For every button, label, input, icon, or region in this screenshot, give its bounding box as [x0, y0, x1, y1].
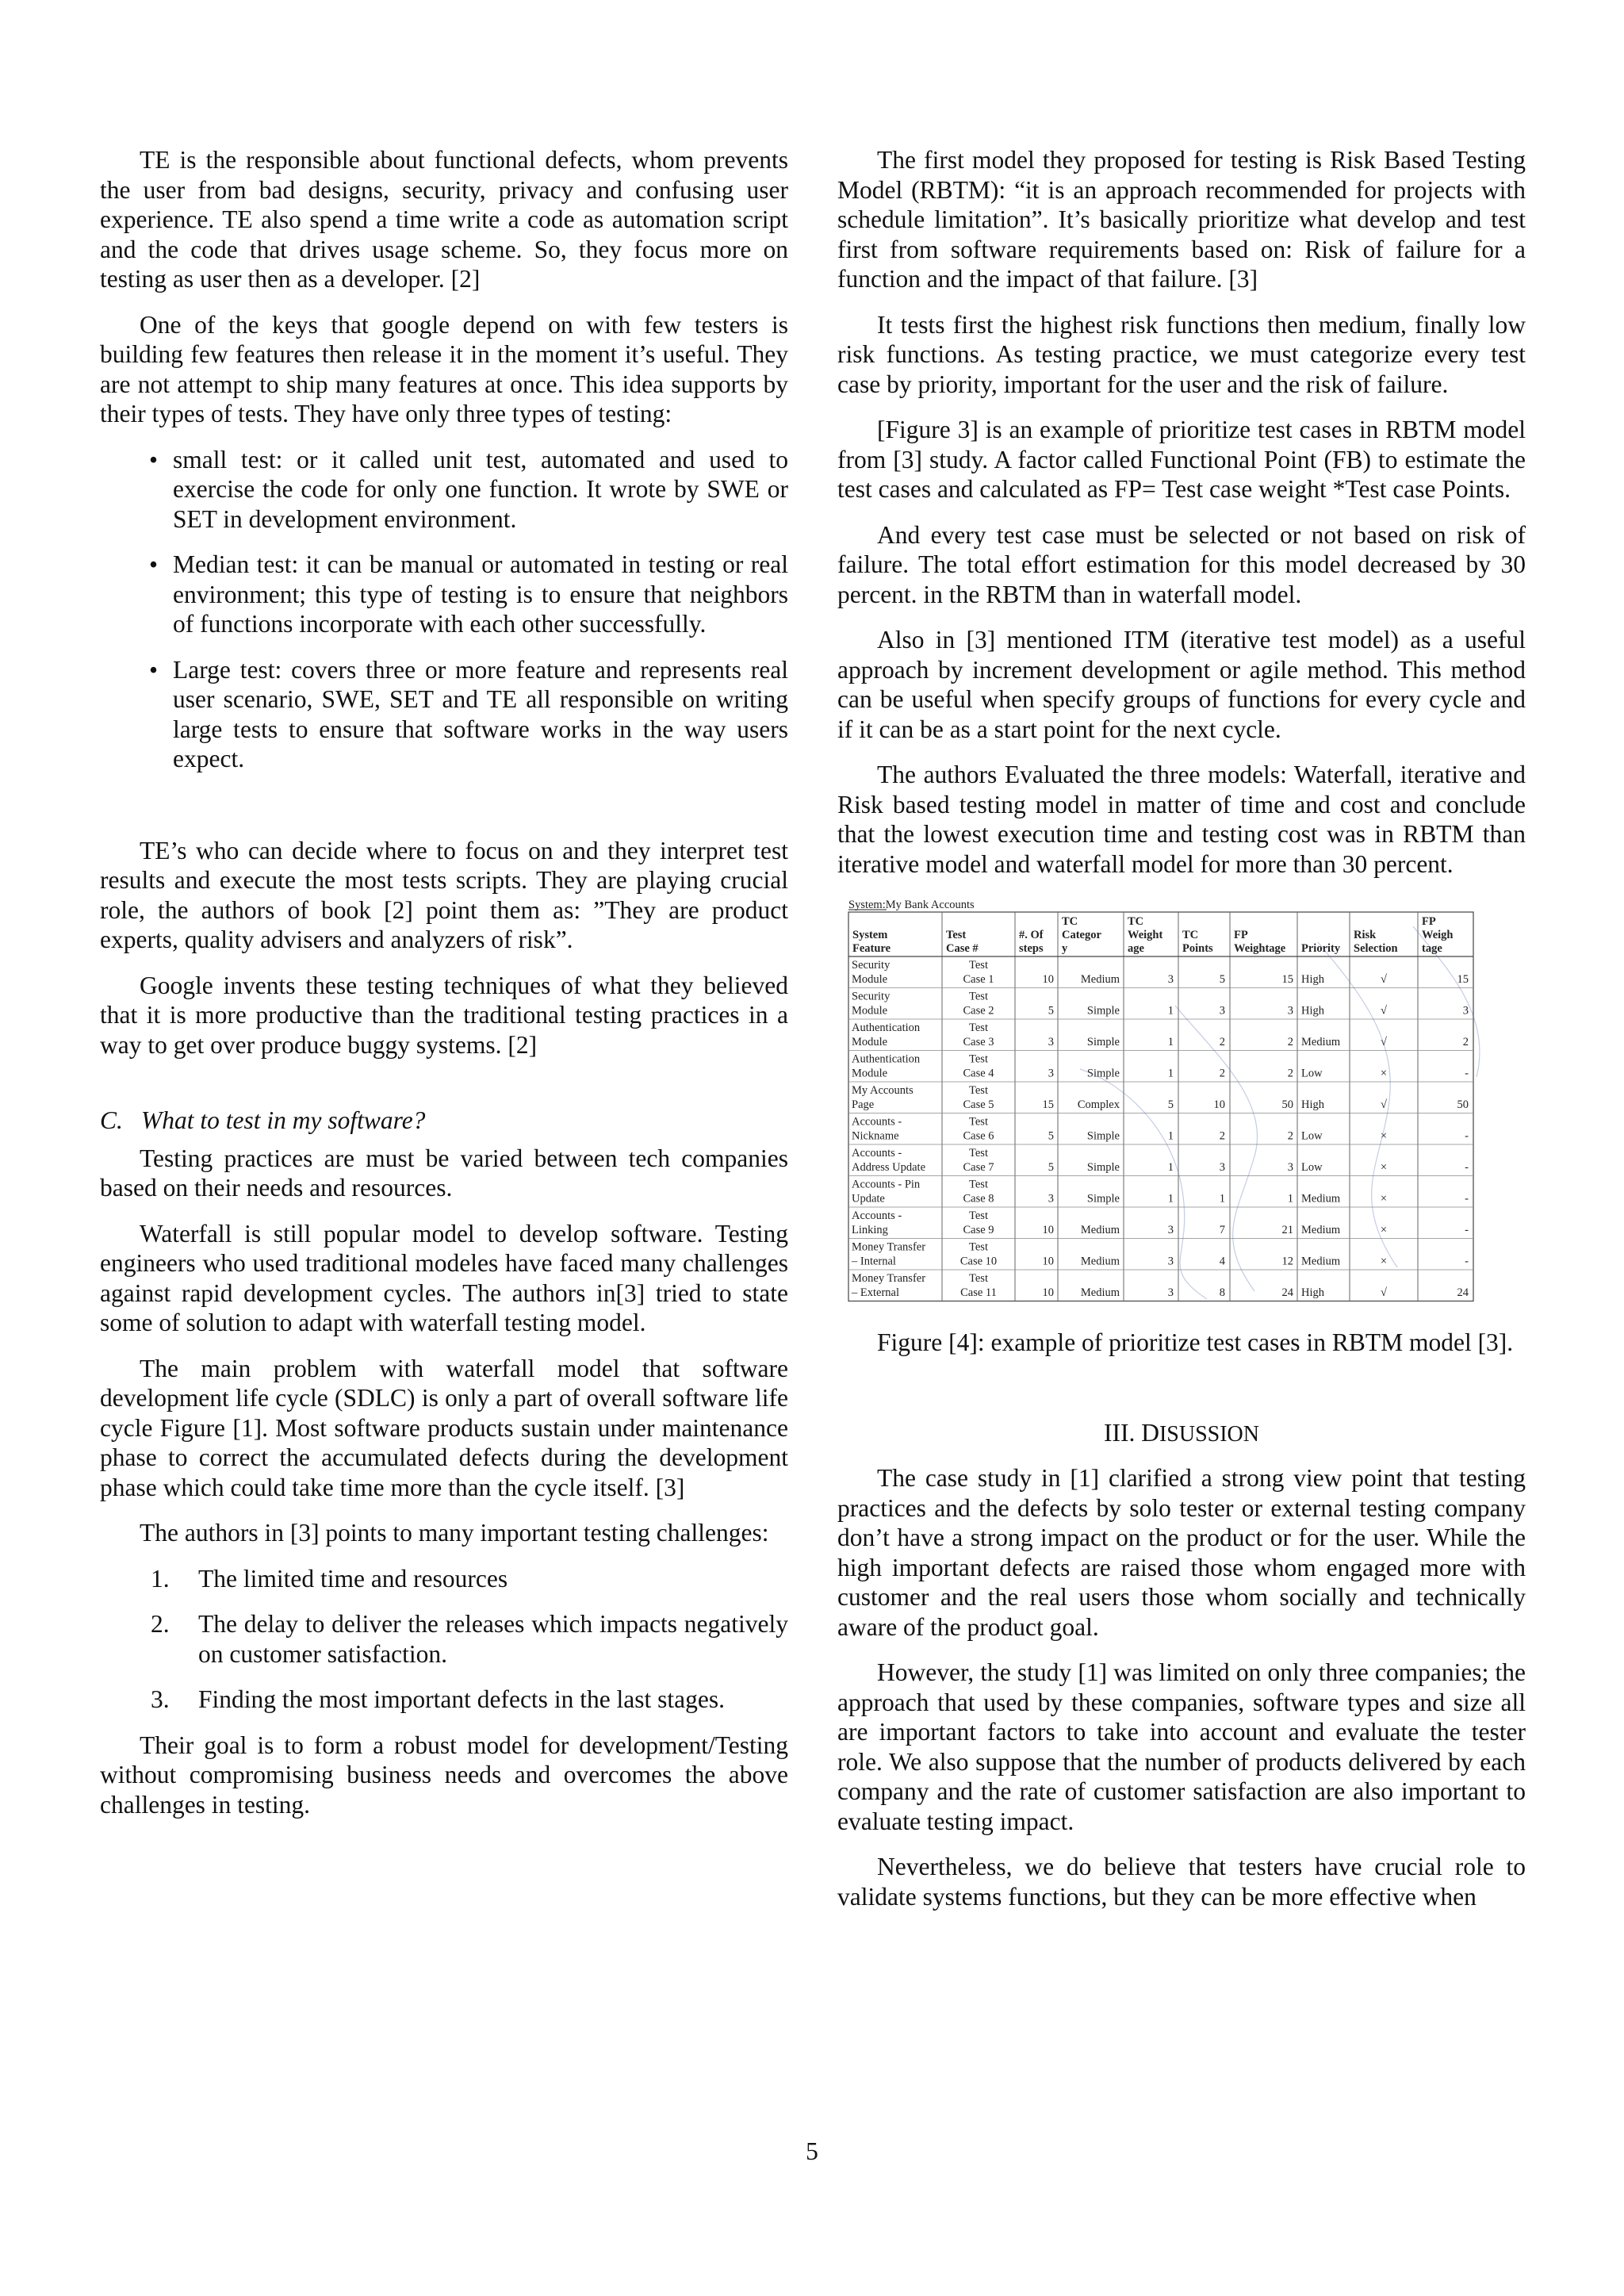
cell-test-case: Case 7 — [963, 1161, 994, 1174]
cell-points: 3 — [1219, 1004, 1225, 1018]
cell-fp-weightage-final: 24 — [1457, 1286, 1469, 1299]
cell-points: 5 — [1219, 973, 1225, 986]
cell-feature: Linking — [852, 1224, 888, 1236]
cell-fp-weightage-final: 50 — [1457, 1098, 1469, 1111]
cell-weightage: 1 — [1167, 1036, 1174, 1048]
table-header-text: tage — [1422, 942, 1442, 955]
cell-risk-selection: × — [1380, 1224, 1388, 1236]
cell-fp-weightage: 2 — [1287, 1129, 1293, 1143]
list-number: 1. — [151, 1564, 170, 1593]
paragraph: The first model they proposed for testing is Risk Based Testing Model (RBTM): “it is an approach recommended for projects with schedule limitation”. It’s basically prioritize what develop and test first from software requirements based on: Risk of failure for a function and the impact of that failure. [3] — [837, 146, 1526, 293]
table-header-text: Priority — [1301, 942, 1341, 955]
cell-category: Medium — [1080, 973, 1120, 986]
cell-weightage: 3 — [1167, 1224, 1174, 1236]
list-item: • Large test: covers three or more feature and represents real user scenario, SWE, SET and TE all responsible on writing large tests to ensure that software works in the way users expect. — [173, 655, 788, 774]
left-column — [100, 145, 788, 1835]
table-header-text: Test — [946, 929, 967, 941]
cell-test-case: Test — [969, 1178, 988, 1191]
table-header-text: Case # — [946, 942, 979, 955]
cell-test-case: Test — [969, 1084, 988, 1097]
table-header-text: System — [852, 929, 888, 941]
table-header-text: TC — [1182, 929, 1199, 941]
cell-weightage: 3 — [1167, 973, 1174, 986]
table-header-text: Weightage — [1234, 942, 1286, 955]
subsection-title: What to test in my software? — [141, 1106, 426, 1134]
paragraph: Testing practices are must be varied between tech companies based on their needs and resources. — [100, 1144, 788, 1202]
cell-feature: Security — [852, 959, 891, 972]
table-header-text: age — [1128, 942, 1144, 955]
paragraph: It tests first the highest risk functions then medium, finally low risk functions. As testing practice, we must categorize every test case by priority, important for the user and the risk of failure. — [837, 310, 1526, 398]
cell-test-case: Case 9 — [963, 1224, 994, 1236]
section-title-rest: ISUSSION — [1159, 1421, 1259, 1447]
cell-weightage: 1 — [1167, 1161, 1174, 1174]
cell-priority: Low — [1301, 1161, 1323, 1174]
cell-points: 3 — [1219, 1161, 1225, 1174]
list-number: 3. — [151, 1685, 170, 1713]
cell-risk-selection: √ — [1381, 1098, 1387, 1111]
table-header-text: FP — [1422, 915, 1436, 928]
cell-priority: Medium — [1301, 1192, 1341, 1205]
cell-category: Simple — [1086, 1036, 1120, 1048]
table-header-text: TC — [1062, 915, 1078, 928]
cell-fp-weightage: 2 — [1287, 1067, 1293, 1080]
cell-steps: 10 — [1042, 1224, 1054, 1236]
cell-feature: – Internal — [852, 1255, 896, 1268]
cell-fp-weightage: 50 — [1281, 1098, 1293, 1111]
cell-risk-selection: √ — [1381, 1036, 1387, 1048]
list-item — [151, 1685, 788, 1715]
cell-feature: My Accounts — [852, 1084, 914, 1097]
paragraph: The main problem with waterfall model that software development life cycle (SDLC) is only a part of overall software life cycle Figure [1]. Most software products sustain under maintenance phase to correct the accumulated defects during the development phase which could take time more than the cycle itself. [3] — [100, 1354, 788, 1501]
cell-fp-weightage: 1 — [1287, 1192, 1293, 1205]
cell-risk-selection: × — [1380, 1161, 1388, 1174]
cell-priority: High — [1301, 973, 1324, 986]
paragraph: Also in [3] mentioned ITM (iterative test model) as a useful approach by increment development or agile method. This method can be useful when specify groups of functions for every cycle and if it can be as a start point for the next cycle. — [837, 626, 1526, 743]
cell-steps: 5 — [1048, 1161, 1054, 1174]
cell-steps: 10 — [1042, 1286, 1054, 1299]
paragraph: Nevertheless, we do believe that testers have crucial role to validate systems functions, but they can be more effective when — [837, 1853, 1526, 1911]
table-header-text: y — [1062, 942, 1068, 955]
cell-test-case: Case 11 — [960, 1286, 997, 1299]
cell-priority: Low — [1301, 1067, 1323, 1080]
cell-weightage: 5 — [1167, 1098, 1174, 1111]
cell-fp-weightage-final: 3 — [1462, 1004, 1469, 1018]
cell-fp-weightage: 3 — [1287, 1161, 1293, 1174]
cell-points: 2 — [1219, 1036, 1225, 1048]
paragraph: However, the study [1] was limited on only three companies; the approach that used by these companies, software types and size all are important factors to take into account and evaluate the tester role. We also suppose that the number of products delivered by each company and the rate of customer satisfaction are also important to evaluate testing impact. — [837, 1658, 1526, 1835]
cell-category: Medium — [1080, 1286, 1120, 1299]
cell-weightage: 3 — [1167, 1286, 1174, 1299]
paragraph: The authors Evaluated the three models: Waterfall, iterative and Risk based testing model in matter of time and cost and conclude that the lowest execution time and testing cost was in RBTM than iterative model and waterfall model for more than 30 percent. — [837, 761, 1526, 878]
table-header-text: Categor — [1062, 929, 1101, 941]
table-header-text: FP — [1234, 929, 1248, 941]
table-header-text: Points — [1182, 942, 1213, 955]
challenges-list — [100, 1564, 788, 1715]
table-header-text: #. Of — [1019, 929, 1044, 941]
paragraph: The case study in [1] clarified a strong view point that testing practices and the defects by solo tester or external testing company don’t have a strong impact on the product or for the user. While the high important defects are raised those whom engaged more with customer and the real users those whom socially and technically aware of the product goal. — [837, 1464, 1526, 1641]
cell-steps: 5 — [1048, 1004, 1054, 1018]
subsection-heading — [100, 1106, 788, 1136]
cell-priority: Low — [1301, 1129, 1323, 1143]
table-header-text: Selection — [1354, 942, 1398, 955]
page-number: 5 — [806, 2137, 818, 2165]
figure-rbtm-table — [842, 895, 1521, 1307]
cell-feature: Address Update — [852, 1161, 926, 1174]
table-header-text: Risk — [1354, 929, 1377, 941]
cell-feature: Module — [852, 1036, 888, 1048]
cell-feature: Authentication — [852, 1022, 921, 1034]
cell-category: Simple — [1086, 1161, 1120, 1174]
cell-fp-weightage: 15 — [1281, 973, 1293, 986]
watermark-stroke — [1175, 1006, 1258, 1291]
list-text: The limited time and resources — [198, 1564, 508, 1593]
cell-points: 8 — [1219, 1286, 1225, 1299]
cell-points: 10 — [1213, 1098, 1225, 1111]
cell-feature: Module — [852, 1004, 888, 1018]
list-text: Finding the most important defects in the last stages. — [198, 1685, 726, 1713]
paragraph: Their goal is to form a robust model for development/Testing without compromising business needs and overcomes the above challenges in testing. — [100, 1731, 788, 1819]
cell-priority: Medium — [1301, 1036, 1341, 1048]
rbtm-table-image — [842, 895, 1521, 1307]
cell-risk-selection: √ — [1381, 1004, 1387, 1018]
cell-risk-selection: × — [1380, 1067, 1388, 1080]
paragraph: TE is the responsible about functional defects, whom prevents the user from bad designs, security, privacy and confusing user experience. TE also spend a time write a code as automation script and the code that drives usage scheme. So, they focus more on testing as user then as a developer. [2] — [100, 146, 788, 293]
list-text: The delay to deliver the releases which impacts negatively on customer satisfaction. — [198, 1610, 788, 1668]
cell-points: 2 — [1219, 1129, 1225, 1143]
paragraph: Google invents these testing techniques of what they believed that it is more productive than the traditional testing practices in a way to get over produce buggy systems. [2] — [100, 971, 788, 1059]
cell-test-case: Case 10 — [959, 1255, 998, 1268]
cell-steps: 5 — [1048, 1129, 1054, 1143]
cell-points: 1 — [1219, 1192, 1225, 1205]
list-item — [151, 1609, 788, 1669]
cell-feature: Accounts - — [852, 1209, 902, 1222]
cell-weightage: 1 — [1167, 1067, 1174, 1080]
section-heading — [837, 1418, 1526, 1450]
cell-priority: Medium — [1301, 1255, 1341, 1268]
cell-category: Simple — [1086, 1067, 1120, 1080]
cell-points: 4 — [1219, 1255, 1225, 1268]
right-column — [837, 145, 1526, 1927]
cell-priority: High — [1301, 1098, 1324, 1111]
section-title-first: D — [1141, 1418, 1159, 1447]
cell-feature: Money Transfer — [852, 1272, 926, 1285]
cell-fp-weightage-final: 15 — [1457, 973, 1469, 986]
table-header-text: TC — [1128, 915, 1144, 928]
table-header-text: Weight — [1128, 929, 1163, 941]
test-types-list — [100, 445, 788, 774]
cell-test-case: Case 6 — [963, 1129, 994, 1143]
cell-feature: Authentication — [852, 1052, 921, 1066]
cell-test-case: Case 2 — [963, 1004, 994, 1018]
cell-category: Simple — [1086, 1192, 1120, 1205]
cell-risk-selection: × — [1380, 1255, 1388, 1268]
cell-priority: High — [1301, 1004, 1324, 1018]
cell-feature: Money Transfer — [852, 1240, 926, 1254]
cell-feature: – External — [852, 1286, 899, 1299]
cell-priority: Medium — [1301, 1224, 1341, 1236]
cell-risk-selection: √ — [1381, 973, 1387, 986]
table-header-text: steps — [1019, 942, 1044, 955]
cell-test-case: Test — [969, 990, 988, 1003]
cell-feature: Update — [852, 1192, 885, 1205]
cell-points: 2 — [1219, 1067, 1225, 1080]
cell-feature: Page — [852, 1098, 875, 1111]
cell-test-case: Case 5 — [963, 1098, 994, 1111]
cell-fp-weightage-final: - — [1465, 1129, 1469, 1143]
cell-category: Medium — [1080, 1224, 1120, 1236]
cell-fp-weightage-final: - — [1465, 1255, 1469, 1268]
paragraph: Waterfall is still popular model to develop software. Testing engineers who used traditional modeles have faced many challenges against rapid development cycles. The authors in[3] tried to state some of solution to adapt with waterfall testing model. — [100, 1219, 788, 1336]
figure-caption: Figure [4]: example of prioritize test cases in RBTM model [3]. — [877, 1328, 1514, 1356]
paragraph: [Figure 3] is an example of prioritize test cases in RBTM model from [3] study. A factor called Functional Point (FB) to estimate the test cases and calculated as FP= Test case weight *Test case Points. — [837, 416, 1526, 503]
cell-fp-weightage: 24 — [1281, 1286, 1293, 1299]
cell-test-case: Case 4 — [963, 1067, 994, 1080]
cell-priority: High — [1301, 1286, 1324, 1299]
cell-test-case: Case 1 — [963, 973, 994, 986]
cell-steps: 10 — [1042, 1255, 1054, 1268]
paragraph: The authors in [3] points to many important testing challenges: — [140, 1519, 769, 1547]
list-number: 2. — [151, 1610, 170, 1638]
cell-feature: Module — [852, 1067, 888, 1080]
cell-category: Medium — [1080, 1255, 1120, 1268]
cell-fp-weightage-final: 2 — [1462, 1036, 1469, 1048]
cell-test-case: Test — [969, 959, 988, 972]
cell-fp-weightage-final: - — [1465, 1067, 1469, 1080]
cell-feature: Accounts - — [852, 1115, 902, 1129]
cell-test-case: Test — [969, 1147, 988, 1159]
cell-feature: Module — [852, 973, 888, 986]
cell-steps: 10 — [1042, 973, 1054, 986]
cell-feature: Security — [852, 990, 891, 1003]
cell-test-case: Test — [969, 1022, 988, 1034]
cell-points: 7 — [1219, 1224, 1225, 1236]
cell-fp-weightage-final: - — [1465, 1192, 1469, 1205]
cell-fp-weightage: 21 — [1281, 1224, 1293, 1236]
paragraph: TE’s who can decide where to focus on and they interpret test results and execute the most tests scripts. They are playing crucial role, the authors of book [2] point them as: ”They are product experts, quality advisers and analyzers of risk”. — [100, 836, 788, 953]
cell-steps: 3 — [1048, 1067, 1054, 1080]
cell-fp-weightage-final: - — [1465, 1224, 1469, 1236]
cell-weightage: 1 — [1167, 1129, 1174, 1143]
section-number: III. — [1103, 1418, 1136, 1447]
cell-risk-selection: × — [1380, 1129, 1388, 1143]
watermark-strokes — [1077, 926, 1480, 1299]
cell-weightage: 1 — [1167, 1192, 1174, 1205]
cell-category: Complex — [1077, 1098, 1120, 1111]
cell-feature: Accounts - — [852, 1147, 902, 1159]
list-item — [151, 1564, 788, 1594]
table-header-text: Feature — [852, 942, 891, 955]
cell-test-case: Test — [969, 1209, 988, 1222]
cell-test-case: Test — [969, 1115, 988, 1129]
cell-feature: Nickname — [852, 1129, 899, 1143]
cell-fp-weightage: 3 — [1287, 1004, 1293, 1018]
list-item: • Median test: it can be manual or automated in testing or real environment; this type of testing is to ensure that neighbors of functions incorporate with each other successfully. — [173, 550, 788, 639]
cell-steps: 15 — [1042, 1098, 1054, 1111]
cell-category: Simple — [1086, 1004, 1120, 1018]
table-header-text: Weigh — [1422, 929, 1454, 941]
paragraph: And every test case must be selected or not based on risk of failure. The total effort estimation for this model decreased by 30 percent. in the RBTM than in waterfall model. — [837, 520, 1526, 608]
cell-test-case: Test — [969, 1272, 988, 1285]
figure-system-label: System:My Bank Accounts — [848, 899, 975, 911]
cell-category: Simple — [1086, 1129, 1120, 1143]
cell-risk-selection: √ — [1381, 1286, 1387, 1299]
cell-fp-weightage: 12 — [1281, 1255, 1293, 1268]
subsection-number: C. — [100, 1106, 123, 1134]
cell-test-case: Case 8 — [963, 1192, 994, 1205]
cell-fp-weightage: 2 — [1287, 1036, 1293, 1048]
cell-steps: 3 — [1048, 1192, 1054, 1205]
cell-feature: Accounts - Pin — [852, 1178, 921, 1191]
cell-test-case: Test — [969, 1240, 988, 1254]
cell-steps: 3 — [1048, 1036, 1054, 1048]
cell-weightage: 3 — [1167, 1255, 1174, 1268]
cell-weightage: 1 — [1167, 1004, 1174, 1018]
cell-test-case: Test — [969, 1052, 988, 1066]
cell-fp-weightage-final: - — [1465, 1161, 1469, 1174]
paragraph: One of the keys that google depend on with few testers is building few features then release it in the moment it’s useful. They are not attempt to ship many features at once. This idea supports by their types of tests. They have only three types of testing: — [100, 310, 788, 427]
cell-risk-selection: × — [1380, 1192, 1388, 1205]
list-item: • small test: or it called unit test, automated and used to exercise the code for only one function. It wrote by SWE or SET in development environment. — [173, 445, 788, 535]
cell-test-case: Case 3 — [963, 1036, 994, 1048]
